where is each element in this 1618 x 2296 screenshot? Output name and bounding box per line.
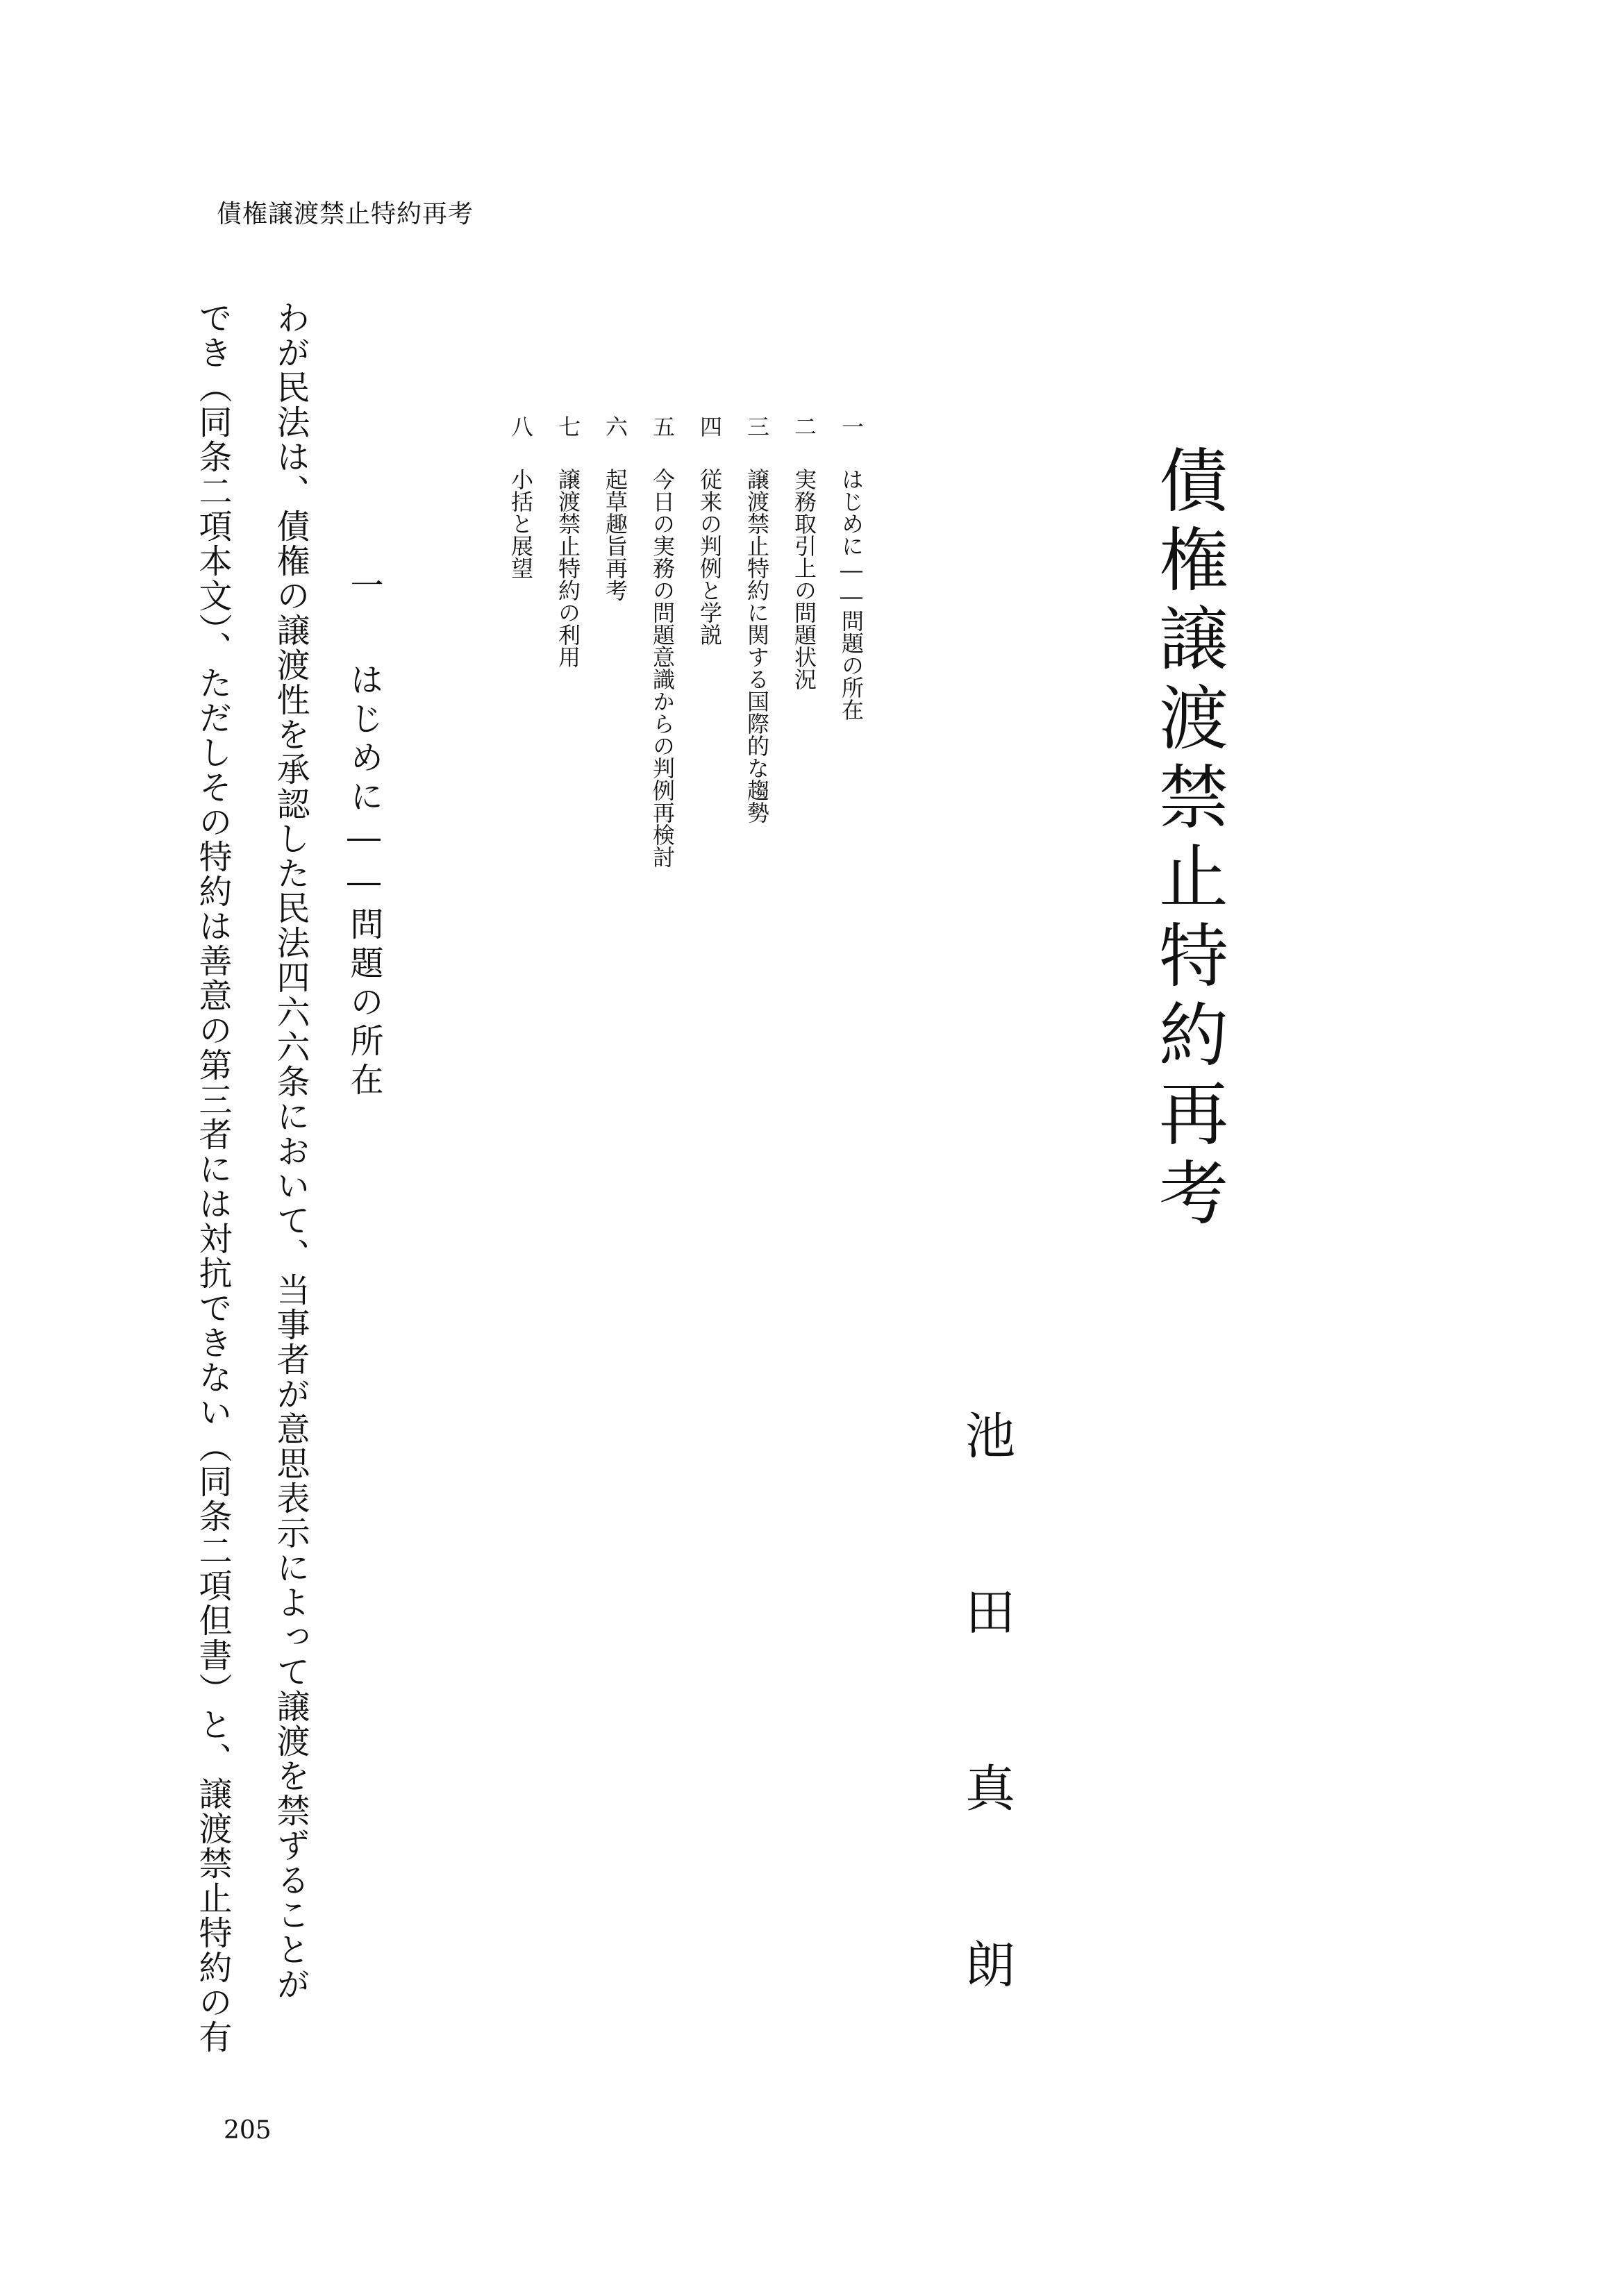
toc-item — [686, 415, 733, 1040]
toc-item-number: 二 — [791, 415, 817, 437]
body-line: でき（同条二項本文）、ただしその特約は善意の第三者には対抗できない（同条二項但書）と、譲渡禁止特約の有 — [193, 301, 232, 2054]
body-line: わが民法は、債権の譲渡性を承認した民法四六六条において、当事者が意思表示によって譲渡を禁ずることが — [271, 301, 310, 2002]
toc-item — [639, 415, 686, 1040]
running-head: 債権譲渡禁止特約再考 — [217, 200, 474, 228]
page-number: 205 — [224, 2116, 272, 2145]
toc-item — [497, 415, 544, 1040]
toc-item-label: 譲渡禁止特約の利用 — [555, 468, 581, 668]
toc-item — [781, 415, 828, 1040]
section-heading-number: 一 — [344, 568, 383, 607]
toc-item-number: 一 — [838, 415, 865, 437]
toc-item-number: 七 — [555, 415, 581, 437]
toc-item-label: 今日の実務の問題意識からの判例再検討 — [649, 468, 676, 868]
toc-item-label: 譲渡禁止特約に関する国際的な趨勢 — [744, 468, 770, 823]
toc-item-label: 起草趣旨再考 — [602, 468, 628, 601]
toc-item-label: 従来の判例と学説 — [697, 468, 723, 646]
toc-item-label: 小括と展望 — [508, 468, 534, 579]
section-heading-label: はじめに――問題の所在 — [344, 662, 383, 1101]
toc-item-label: はじめに――問題の所在 — [838, 468, 865, 721]
author-name: 池田真朗 — [957, 1409, 1015, 2115]
toc-item-number: 六 — [602, 415, 628, 437]
article-title: 債権譲渡禁止特約再考 — [1147, 444, 1228, 1236]
toc-item — [733, 415, 781, 1040]
toc-item — [544, 415, 592, 1040]
section-heading — [344, 568, 383, 1101]
toc-item — [828, 415, 875, 1040]
toc-item — [592, 415, 639, 1040]
toc-item-number: 八 — [508, 415, 534, 437]
toc-item-number: 四 — [697, 415, 723, 437]
body-text — [174, 301, 329, 2078]
toc-item-number: 五 — [649, 415, 676, 437]
table-of-contents — [508, 415, 875, 1040]
toc-item-label: 実務取引上の問題状況 — [791, 468, 817, 690]
toc-item-number: 三 — [744, 415, 770, 437]
